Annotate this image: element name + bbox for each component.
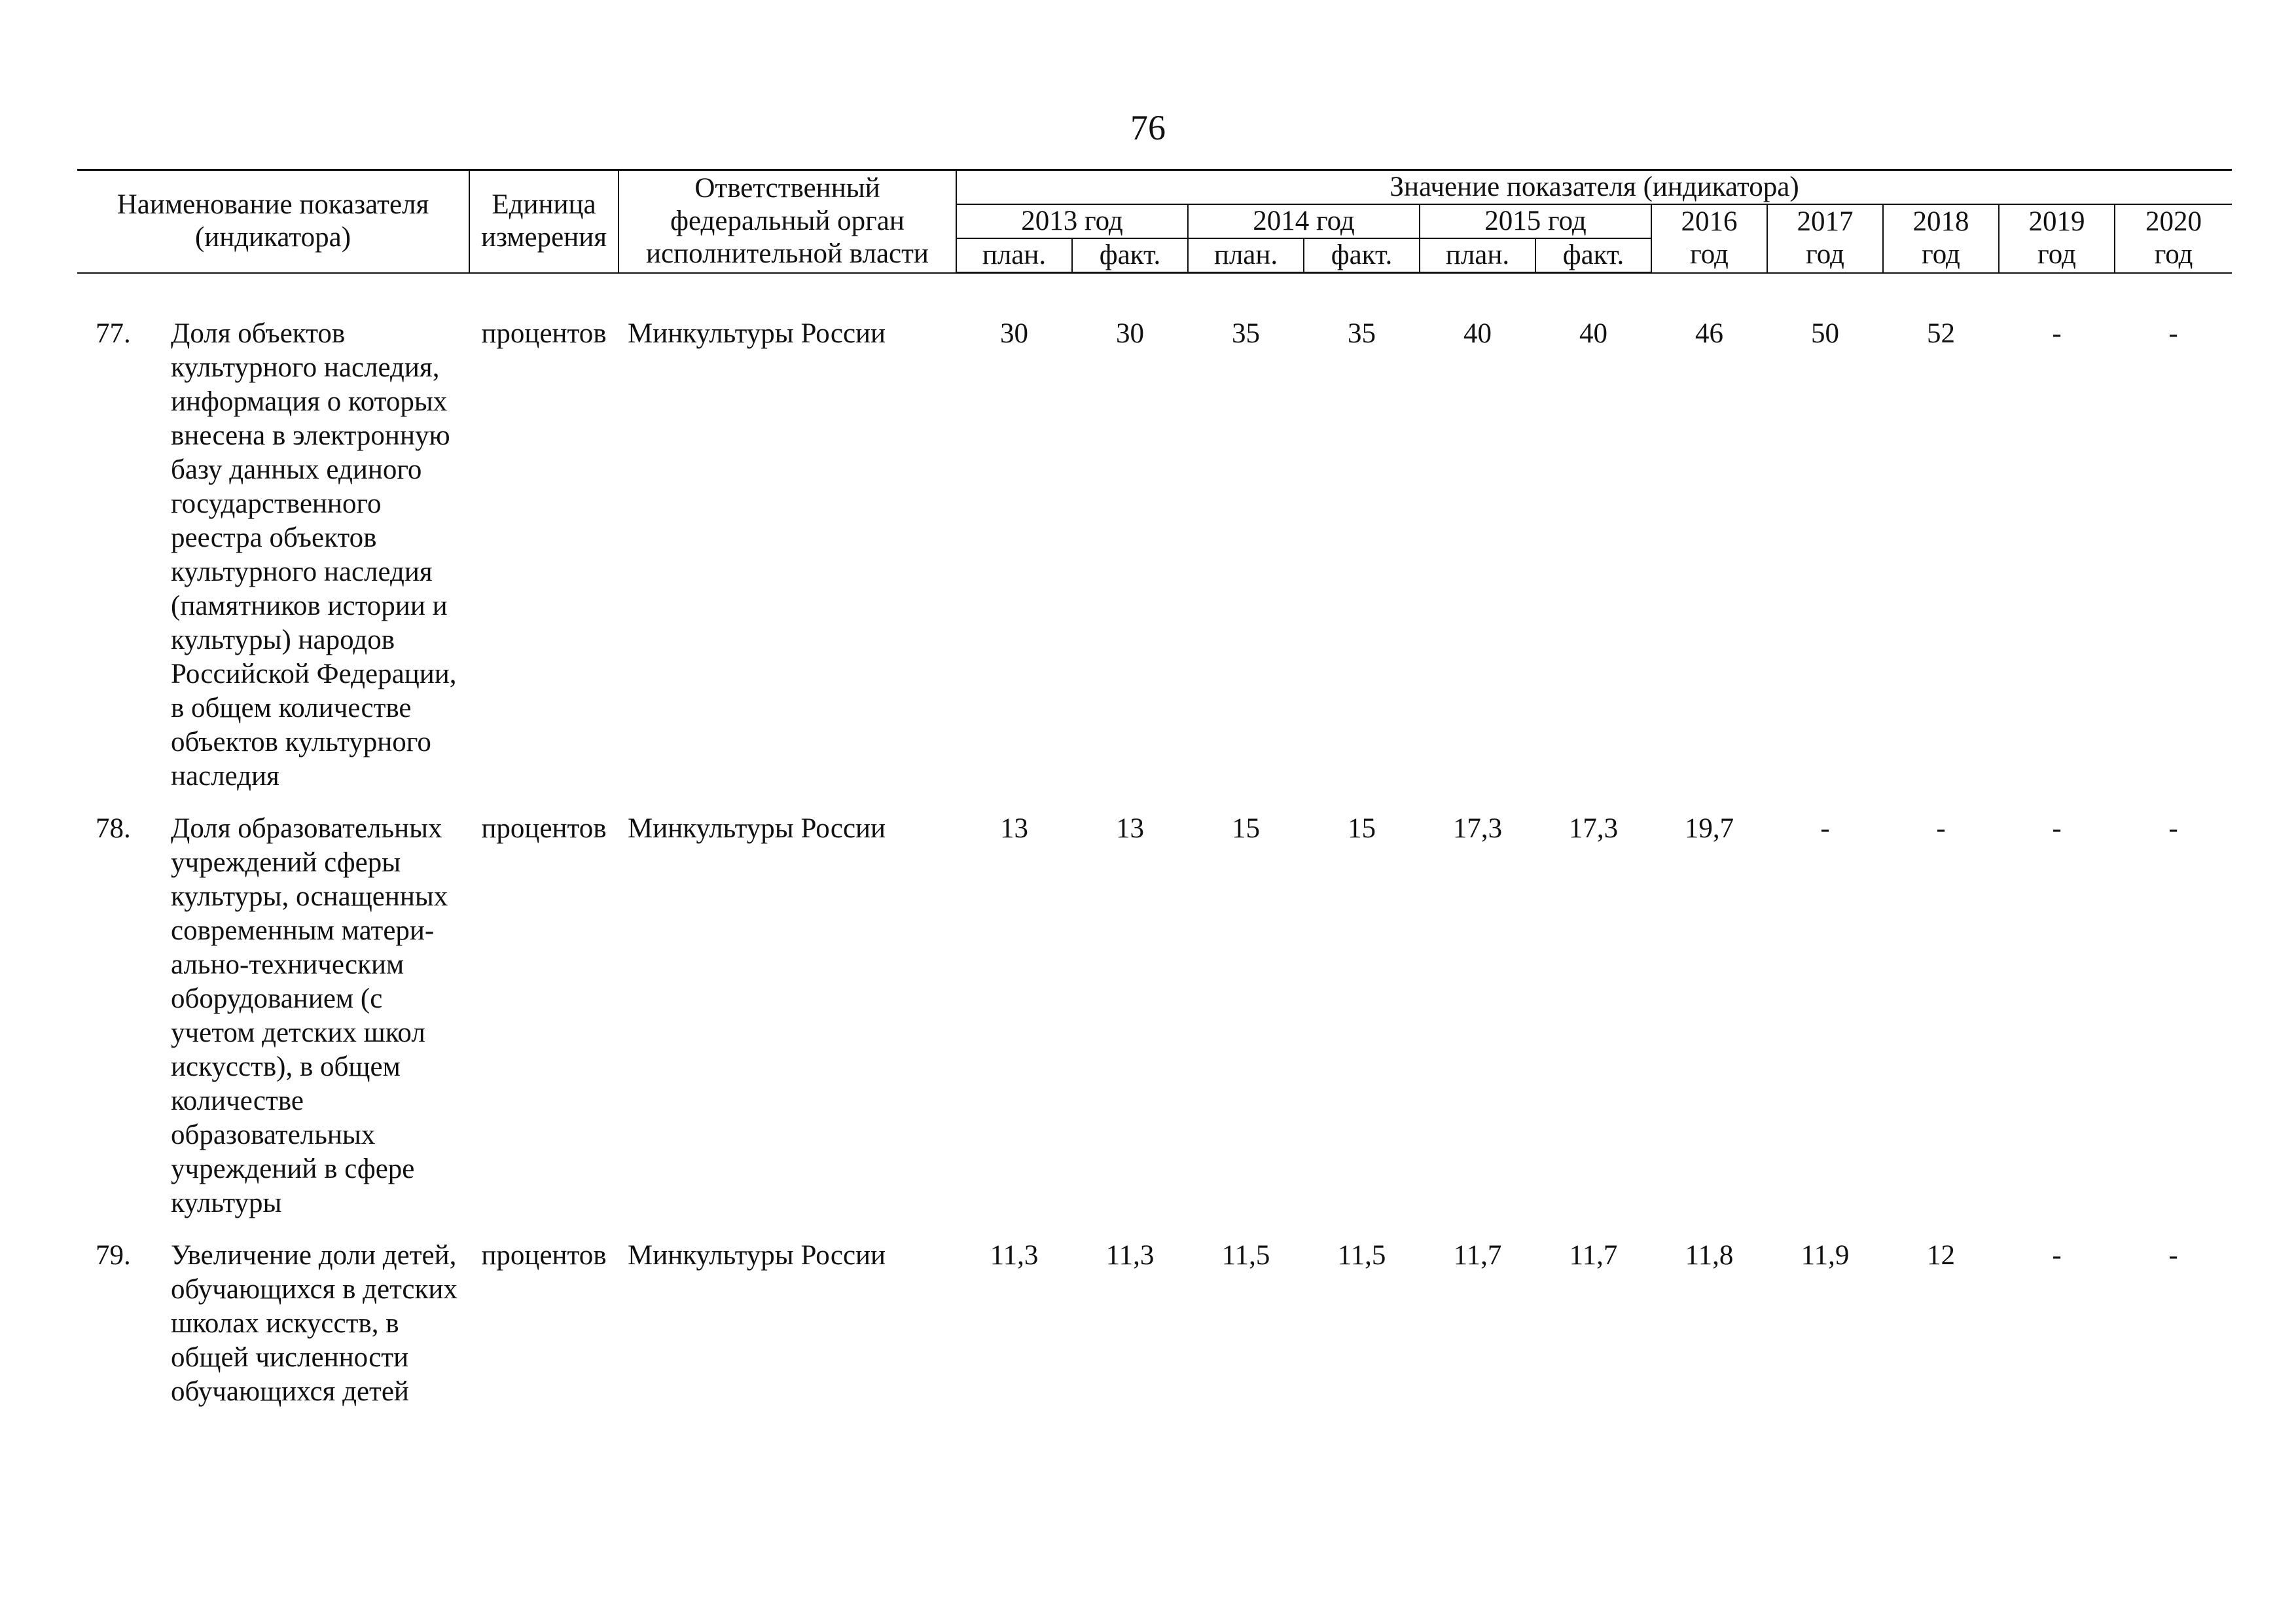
- header-row-1: [77, 170, 2232, 205]
- value-2017: -: [1820, 812, 1830, 844]
- table-row: [77, 273, 2232, 812]
- header-year-2014: 2014 год: [1188, 204, 1420, 238]
- value-2017: 50: [1811, 318, 1839, 349]
- header-org: Ответственный федеральный орган исполнительной власти: [619, 170, 956, 273]
- row-index: 79.: [96, 1239, 131, 1271]
- row-unit: процентов: [481, 812, 607, 844]
- row-org: Минкультуры России: [628, 812, 886, 844]
- header-unit: Единица измерения: [469, 170, 619, 273]
- header-fact-2015: факт.: [1535, 238, 1651, 273]
- row-unit: процентов: [481, 318, 607, 349]
- value-2015-fact: 17,3: [1568, 812, 1619, 844]
- header-fact-2013: факт.: [1072, 238, 1188, 273]
- header-year-2013: 2013 год: [956, 204, 1188, 238]
- value-2017: 11,9: [1801, 1239, 1850, 1271]
- value-2020: -: [2168, 812, 2178, 844]
- header-plan-2013: план.: [956, 238, 1072, 273]
- value-2013-fact: 30: [1116, 318, 1144, 349]
- value-2014-plan: 11,5: [1221, 1239, 1270, 1271]
- header-fact-2014: факт.: [1304, 238, 1420, 273]
- value-2020: -: [2168, 318, 2178, 349]
- row-index: 77.: [96, 318, 131, 349]
- value-2016: 19,7: [1684, 812, 1734, 844]
- table-row: [77, 812, 2232, 1239]
- indicator-table: [77, 169, 2232, 1427]
- header-name: Наименование показателя (индикатора): [77, 170, 469, 273]
- value-2019: -: [2052, 318, 2062, 349]
- value-2016: 11,8: [1685, 1239, 1734, 1271]
- header-year-2019: 2019 год: [1999, 204, 2115, 273]
- row-org: Минкультуры России: [628, 318, 886, 349]
- value-2014-plan: 35: [1232, 318, 1260, 349]
- value-2016: 46: [1695, 318, 1723, 349]
- value-2013-plan: 30: [1000, 318, 1028, 349]
- header-year-2015: 2015 год: [1420, 204, 1651, 238]
- value-2015-plan: 11,7: [1453, 1239, 1502, 1271]
- value-2014-fact: 11,5: [1337, 1239, 1386, 1271]
- row-index: 78.: [96, 812, 131, 844]
- value-2015-fact: 40: [1579, 318, 1607, 349]
- value-2018: 52: [1927, 318, 1955, 349]
- value-2014-fact: 15: [1348, 812, 1376, 844]
- value-2018: -: [1936, 812, 1946, 844]
- value-2019: -: [2052, 1239, 2062, 1271]
- value-2019: -: [2052, 812, 2062, 844]
- value-2013-plan: 13: [1000, 812, 1028, 844]
- value-2015-plan: 40: [1463, 318, 1492, 349]
- value-2014-plan: 15: [1232, 812, 1260, 844]
- row-unit: процентов: [481, 1239, 607, 1271]
- row-org: Минкультуры России: [628, 1239, 886, 1271]
- value-2018: 12: [1927, 1239, 1955, 1271]
- row-name: Доля образовательных учреждений сферы культуры, оснащенных современным матери-ально-техническим оборудованием (с учетом детских школ искусств), в общем количестве образовательных учреждений в сфере культуры: [171, 812, 448, 1218]
- value-2015-plan: 17,3: [1452, 812, 1503, 844]
- header-year-2020: 2020 год: [2115, 204, 2232, 273]
- value-2015-fact: 11,7: [1569, 1239, 1618, 1271]
- header-value: Значение показателя (индикатора): [956, 170, 2232, 205]
- page-number: 76: [1130, 108, 1166, 147]
- value-2013-fact: 13: [1116, 812, 1144, 844]
- header-year-2016: 2016 год: [1651, 204, 1767, 273]
- header-year-2018: 2018 год: [1883, 204, 1999, 273]
- value-2013-fact: 11,3: [1105, 1239, 1155, 1271]
- table-row: [77, 1239, 2232, 1427]
- value-2014-fact: 35: [1348, 318, 1376, 349]
- row-name: Увеличение доли детей, обучающихся в детских школах искусств, в общей численности обучающихся детей: [171, 1239, 457, 1407]
- header-year-2017: 2017 год: [1767, 204, 1883, 273]
- row-name: Доля объектов культурного наследия, информация о которых внесена в электронную базу данных единого государственного реестра объектов культурного наследия (памятников истории и культуры) народов Российской Федерации, в общем количестве объектов культурного наследия: [171, 318, 457, 792]
- value-2020: -: [2168, 1239, 2178, 1271]
- header-plan-2015: план.: [1420, 238, 1535, 273]
- value-2013-plan: 11,3: [990, 1239, 1039, 1271]
- header-plan-2014: план.: [1188, 238, 1304, 273]
